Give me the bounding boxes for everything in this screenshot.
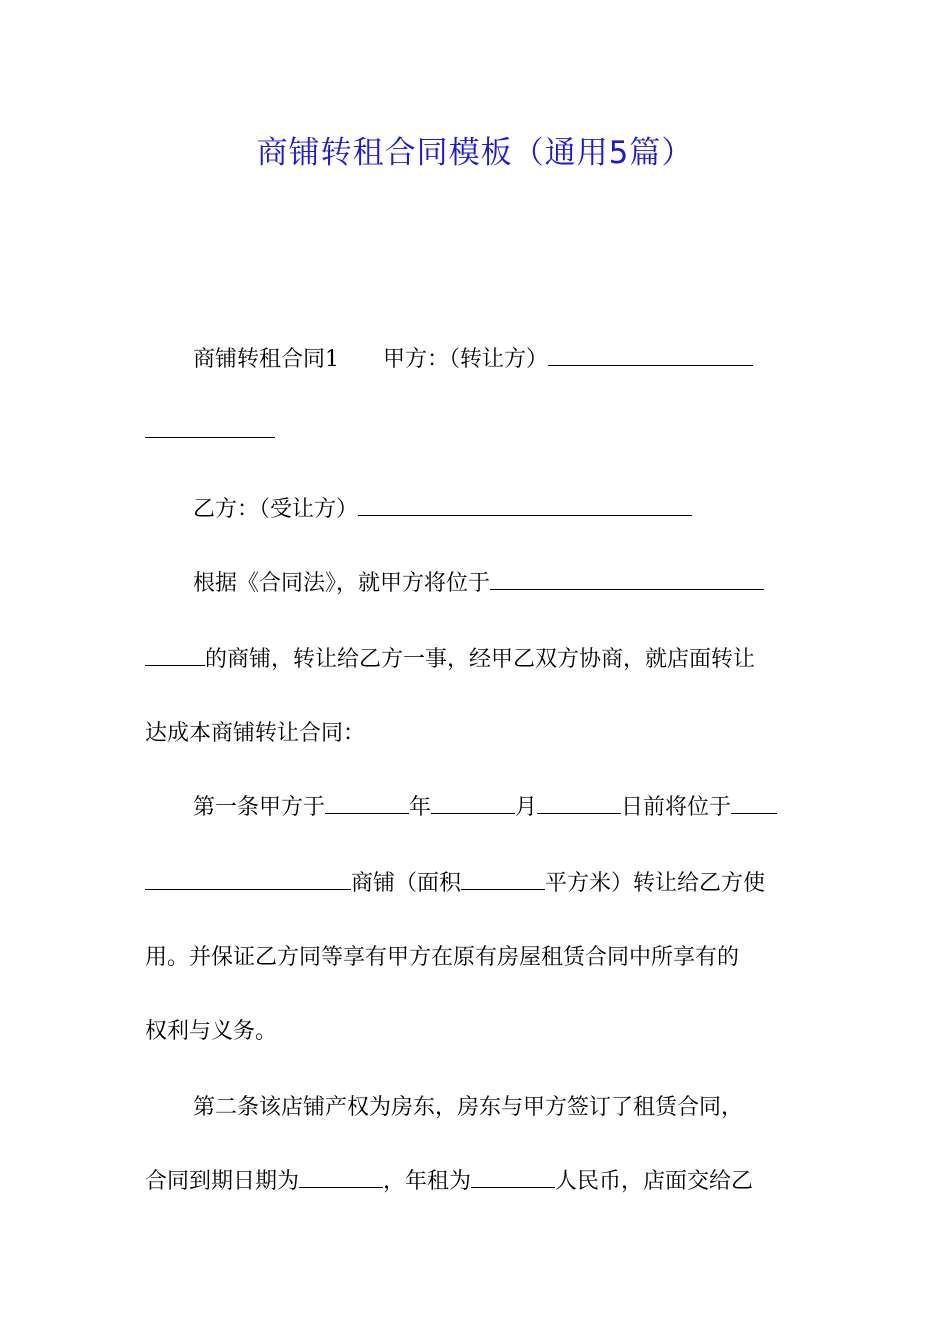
clause-intro-cont: 的商铺，转让给乙方一事，经甲乙双方协商，就店面转让	[205, 647, 756, 672]
party-a-blank-continued[interactable]	[145, 413, 275, 438]
article-2-start: 第二条该店铺产权为房东，房东与甲方签订了租赁合同，	[193, 1095, 744, 1120]
shop-location-blank[interactable]	[731, 789, 777, 814]
rent-blank[interactable]	[471, 1163, 555, 1188]
rent-unit: 人民币，店面交给乙	[555, 1169, 754, 1194]
clause-intro: 根据《合同法》，就甲方将位于	[193, 571, 491, 596]
party-a-blank[interactable]	[548, 341, 753, 366]
contract-heading: 商铺转租合同1	[193, 347, 339, 372]
year-blank[interactable]	[325, 789, 409, 814]
text-line	[145, 1162, 807, 1202]
text-line	[145, 864, 807, 904]
month-blank[interactable]	[431, 789, 515, 814]
area-label: 商铺（面积	[351, 871, 462, 896]
location-blank-continued[interactable]	[145, 641, 205, 666]
text-line	[145, 1012, 807, 1052]
expiry-label: 合同到期日期为	[145, 1169, 300, 1194]
area-blank[interactable]	[461, 865, 545, 890]
text-line	[145, 1088, 807, 1128]
party-b-blank[interactable]	[358, 491, 692, 516]
area-unit: 平方米）转让给乙方使	[545, 871, 766, 896]
article-1-end: 权利与义务。	[145, 1019, 278, 1044]
clause-intro-end: 达成本商铺转让合同：	[145, 721, 366, 746]
expiry-blank[interactable]	[299, 1163, 383, 1188]
month-label: 月	[515, 795, 538, 820]
text-line	[145, 490, 807, 530]
location-blank[interactable]	[490, 565, 764, 590]
shop-location-blank-continued[interactable]	[145, 865, 351, 890]
rent-label: ，年租为	[383, 1169, 472, 1194]
text-line	[145, 938, 807, 978]
day-label: 日前将位于	[621, 795, 732, 820]
text-line	[145, 714, 807, 754]
text-line	[145, 564, 807, 604]
party-b-label: 乙方：（受让方）	[193, 497, 359, 522]
text-line	[145, 640, 807, 680]
year-label: 年	[409, 795, 432, 820]
article-1-start: 第一条甲方于	[193, 795, 326, 820]
text-line	[145, 412, 807, 452]
article-1-cont: 用。并保证乙方同等享有甲方在原有房屋租赁合同中所享有的	[145, 945, 740, 970]
day-blank[interactable]	[537, 789, 621, 814]
text-line	[145, 788, 807, 828]
party-a-label: 甲方：（转让方）	[383, 347, 549, 372]
text-line	[145, 340, 807, 380]
document-title: 商铺转租合同模板（通用5篇）	[256, 135, 694, 171]
